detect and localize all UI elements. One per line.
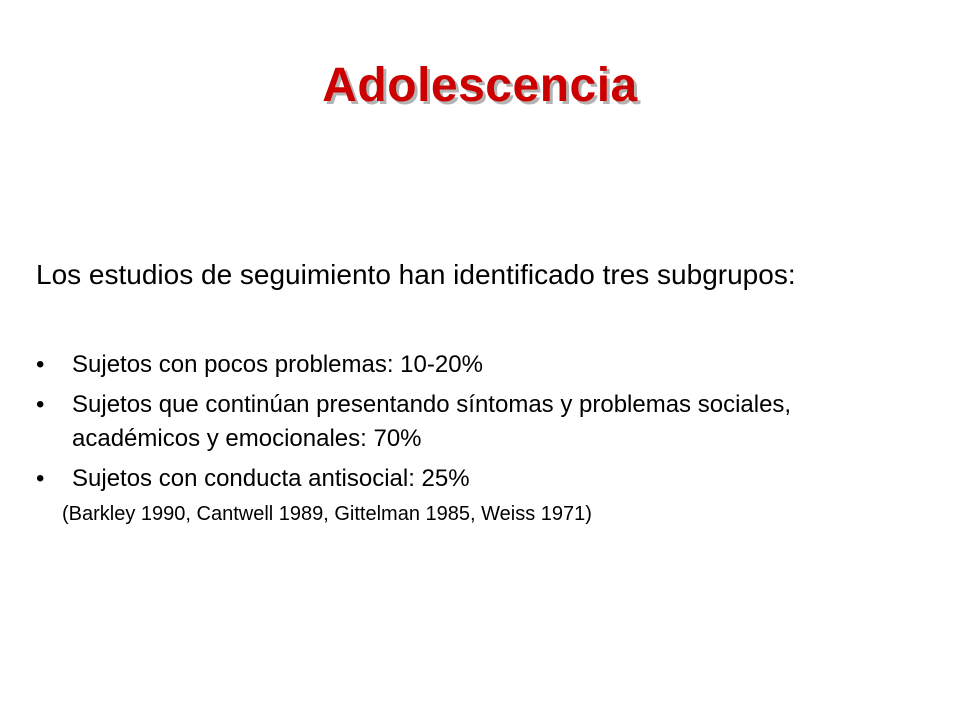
bullet-text: Sujetos que continúan presentando síntomas y problemas sociales, académicos y emocionales: 70% — [72, 391, 792, 452]
bullet-icon: • — [36, 465, 45, 492]
lead-paragraph: Los estudios de seguimiento han identificado tres subgrupos: — [36, 259, 796, 290]
slide-body — [36, 255, 916, 528]
bullet-list — [36, 348, 916, 496]
bullet-text: Sujetos con pocos problemas: 10-20% — [72, 351, 483, 378]
bullet-icon: • — [36, 391, 45, 418]
slide-title: Adolescencia — [322, 59, 638, 112]
bullet-item — [36, 388, 916, 456]
bullet-icon: • — [36, 351, 45, 378]
bullet-item — [36, 462, 916, 496]
bullet-text: Sujetos con conducta antisocial: 25% — [72, 465, 470, 492]
bullet-item — [36, 348, 916, 382]
citation: (Barkley 1990, Cantwell 1989, Gittelman 1985, Weiss 1971) — [62, 503, 592, 525]
